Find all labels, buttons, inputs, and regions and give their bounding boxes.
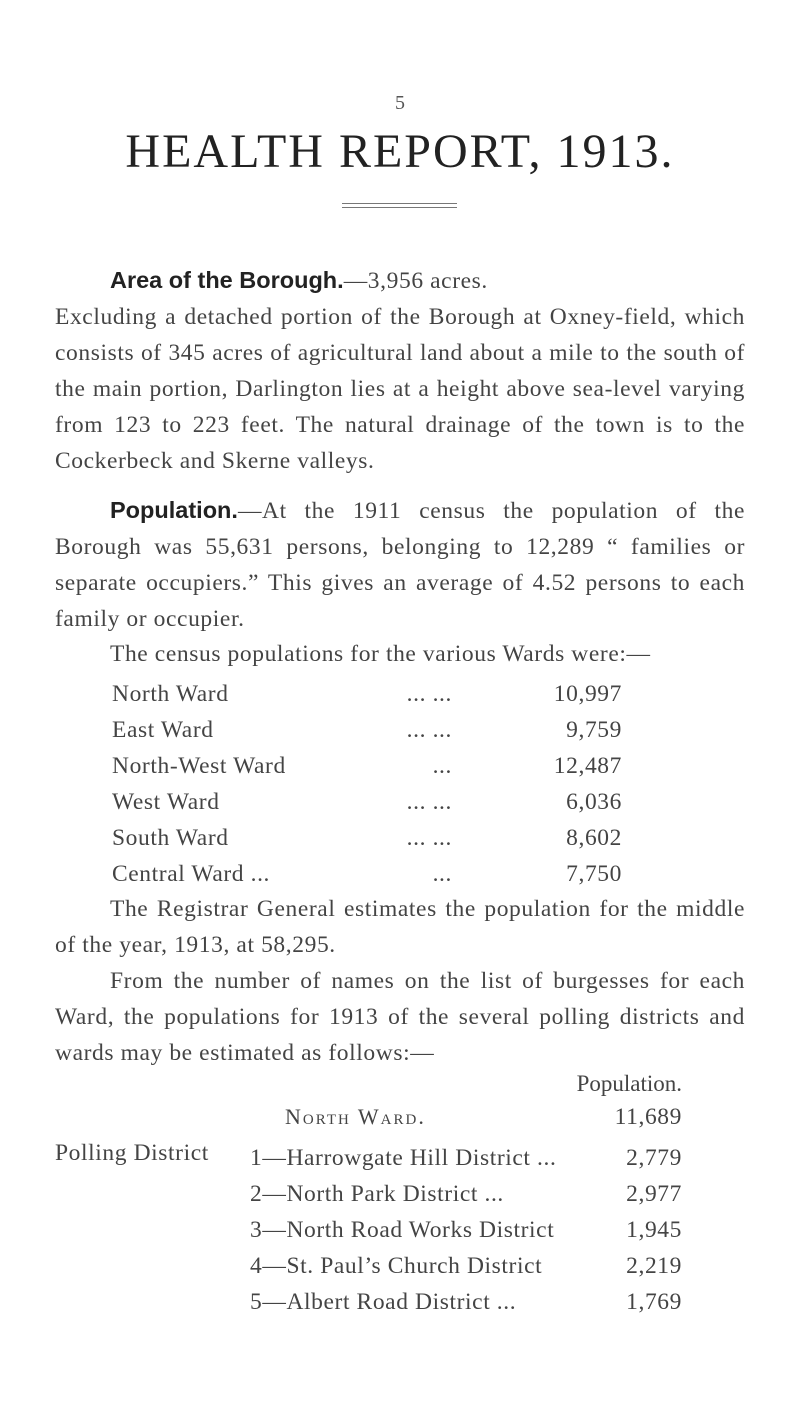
- list-item: [112, 820, 672, 856]
- title-rule-top: [342, 203, 457, 204]
- population-paragraph: [55, 492, 745, 637]
- ward-leader: ...: [432, 861, 452, 887]
- district-name: 4—St. Paul’s Church District: [250, 1253, 543, 1279]
- district-population: 2,779: [626, 1145, 682, 1171]
- ward-name: North-West Ward: [112, 753, 286, 779]
- area-text: Excluding a detached portion of the Borough at Oxney-field, which consists of 345 acres of agricultural land about a mile to the south of the main portion, Darlington lies at a height above sea-level varying from 123 to 223 feet. The natural drainage of the town is to the Cockerbeck and Skerne valleys.: [55, 304, 745, 474]
- district-name: 5—Albert Road District ...: [250, 1289, 517, 1315]
- list-item: [112, 784, 672, 820]
- polling-district-label: Polling District: [55, 1140, 209, 1166]
- page-title: HEALTH REPORT, 1913.: [125, 125, 675, 178]
- list-item: [250, 1284, 682, 1320]
- list-item: [250, 1140, 682, 1176]
- ward-population: 8,602: [566, 825, 622, 851]
- ward-population: 10,997: [553, 681, 622, 707]
- district-name: 1—Harrowgate Hill District ...: [250, 1145, 557, 1171]
- district-population: 1,945: [626, 1217, 682, 1243]
- north-ward-total: 11,689: [614, 1104, 682, 1130]
- page-number: 5: [395, 92, 405, 114]
- population-text: —At the 1911 census the population of the Borough was 55,631 persons, belonging to 12,289 “ families or separate occupiers.” This gives an average of 4.52 persons to each family or occupier.: [55, 498, 745, 632]
- area-paragraph: [55, 262, 745, 479]
- ward-leader: ... ...: [406, 789, 452, 815]
- ward-leader: ... ...: [406, 825, 452, 851]
- population-column-header: Population.: [576, 1071, 682, 1096]
- district-population: 2,977: [626, 1181, 682, 1207]
- list-item: [250, 1176, 682, 1212]
- list-item: [250, 1248, 682, 1284]
- census-intro: The census populations for the various Wards were:—: [110, 641, 651, 667]
- ward-name: Central Ward ...: [112, 861, 271, 887]
- district-name: 2—North Park District ...: [250, 1181, 504, 1207]
- list-item: [250, 1212, 682, 1248]
- title-rule-bottom: [342, 207, 457, 208]
- list-item: [112, 856, 672, 892]
- north-ward-label: North Ward.: [285, 1104, 426, 1129]
- burgesses-paragraph: From the number of names on the list of burgesses for each Ward, the populations for 1913 of the several polling districts and wards may be estimated as follows:—: [55, 968, 745, 1066]
- list-item: [112, 748, 672, 784]
- ward-leader: ...: [432, 753, 452, 779]
- ward-population: 6,036: [566, 789, 622, 815]
- ward-name: West Ward: [112, 789, 220, 815]
- ward-list: [112, 676, 672, 892]
- registrar-paragraph: The Registrar General estimates the population for the middle of the year, 1913, at 58,295.: [55, 896, 745, 958]
- area-value: —3,956 acres.: [343, 268, 488, 294]
- ward-population: 12,487: [553, 753, 622, 779]
- area-heading: Area of the Borough.: [110, 267, 344, 293]
- district-name: 3—North Road Works District: [250, 1217, 555, 1243]
- ward-leader: ... ...: [406, 681, 452, 707]
- ward-population: 9,759: [566, 717, 622, 743]
- ward-name: South Ward: [112, 825, 229, 851]
- district-population: 1,769: [626, 1289, 682, 1315]
- ward-leader: ... ...: [406, 717, 452, 743]
- district-list: [250, 1140, 682, 1320]
- district-population: 2,219: [626, 1253, 682, 1279]
- list-item: [112, 676, 672, 712]
- ward-population: 7,750: [566, 861, 622, 887]
- list-item: [112, 712, 672, 748]
- ward-name: East Ward: [112, 717, 214, 743]
- ward-name: North Ward: [112, 681, 229, 707]
- population-heading: Population.: [110, 497, 238, 523]
